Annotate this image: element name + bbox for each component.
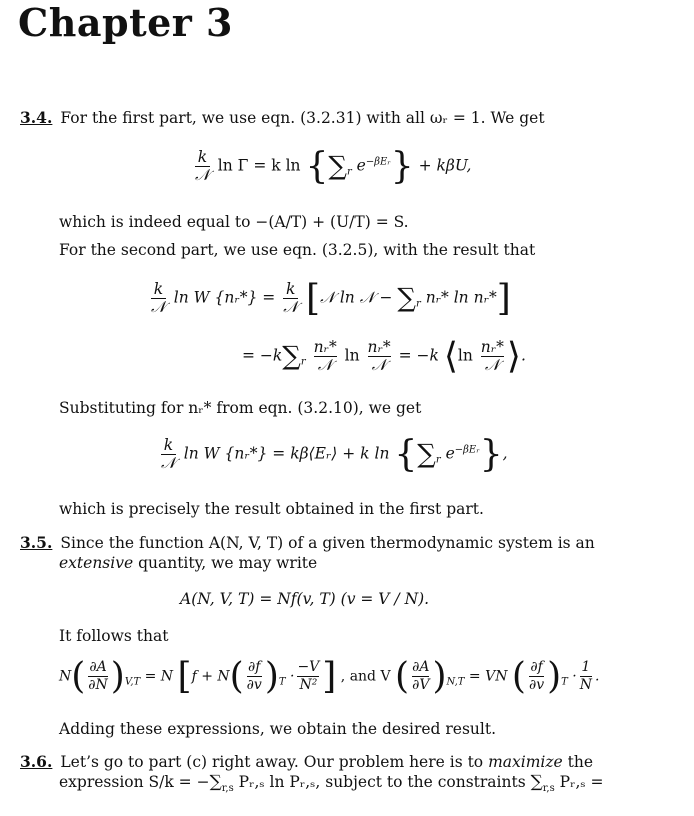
text-line: It follows that xyxy=(59,627,169,645)
text-line: expression $S/k = -\sum_{r,s}$ Pᵣ,ₛ ln Pᵣ,ₛ, subject to the constraints $\sum_{r,s}$ Pᵣ,ₛ = xyxy=(59,772,604,795)
text-line: which is precisely the result obtained in the first part. xyxy=(59,500,484,518)
problem-number: 3.4. xyxy=(20,108,53,127)
equation-3-5-1: A(N, V, T) = Nf(v, T) (v = V / N). xyxy=(180,590,430,608)
problem-number: 3.5. xyxy=(20,533,53,552)
exponent: −βEᵣ xyxy=(365,156,391,168)
equation-3-5-2: N( $\frac{\partial A}{\partial N}$ )$_{V,T} = N$ [f + N( $\frac{\partial f}{\partial v}$ )$_T$ · $\frac{-V}{\text{N²}}$ ] , and V ( $\frac{\partial A}{\partial V}$ )$_{N,T}$ = VN ( $\frac{\partial f}{\partial v}$ )$_T$ · $\frac{1}{N}$ . xyxy=(59,656,600,697)
text-line: Adding these expressions, we obtain the desired result. xyxy=(59,720,497,738)
text-line: For the first part, we use eqn. (3.2.31) with all ωᵣ = 1. We get xyxy=(60,109,545,127)
sum-index: r xyxy=(346,166,352,178)
chapter-title: Chapter 3 xyxy=(18,0,233,45)
problem-3-5-intro xyxy=(20,533,595,553)
equation-3-4-2: $\frac{k}{\text{𝒩}}$ ln W {nᵣ*} = $\frac{k}{\text{𝒩}}$ [𝒩 ln 𝒩 − $\sum_r$ nᵣ* ln nᵣ*] xyxy=(151,278,511,319)
text-line: For the second part, we use eqn. (3.2.5), with the result that xyxy=(59,241,536,259)
problem-3-6-intro: 3.6. Let’s go to part (c) right away. Our problem here is to maximize the xyxy=(20,752,594,771)
eq-text: ln Γ = k ln xyxy=(217,156,301,175)
text-line: Since the function A(N, V, T) of a given thermodynamic system is an xyxy=(60,534,595,552)
equation-3-4-4: $\frac{k}{\text{𝒩}}$ ln W {nᵣ*} = kβ⟨Eᵣ⟩ + k $\ln \{\sum_r$ $e^{-\beta Eᵣ}$}, xyxy=(161,434,508,475)
fraction: $\frac{k}{\text{𝒩}}$ xyxy=(195,148,210,184)
text-line: Substituting for nᵣ* from eqn. (3.2.10), we get xyxy=(59,399,422,417)
equation-3-4-1: $\frac{k}{\text{𝒩}}$ ln Γ = k $\ln \{\sum_r$ $e^{-\beta Eᵣ}\} + k\beta U$, xyxy=(195,146,472,187)
text-line: extensive quantity, we may write xyxy=(59,554,318,572)
text-line: which is indeed equal to −(A/T) + (U/T) = S. xyxy=(59,213,409,231)
equation-3-4-3: = $-k\sum_r$ $\frac{\text{nᵣ*}}{\text{𝒩}}$ ln $\frac{\text{nᵣ*}}{\text{𝒩}}$ = −k ⟨ln $\frac{\text{nᵣ*}}{\text{𝒩}}$ ⟩. xyxy=(242,336,526,377)
problem-3-4-intro xyxy=(20,108,545,128)
problem-number: 3.6. xyxy=(20,752,53,771)
eq-text: + kβU, xyxy=(418,156,472,175)
